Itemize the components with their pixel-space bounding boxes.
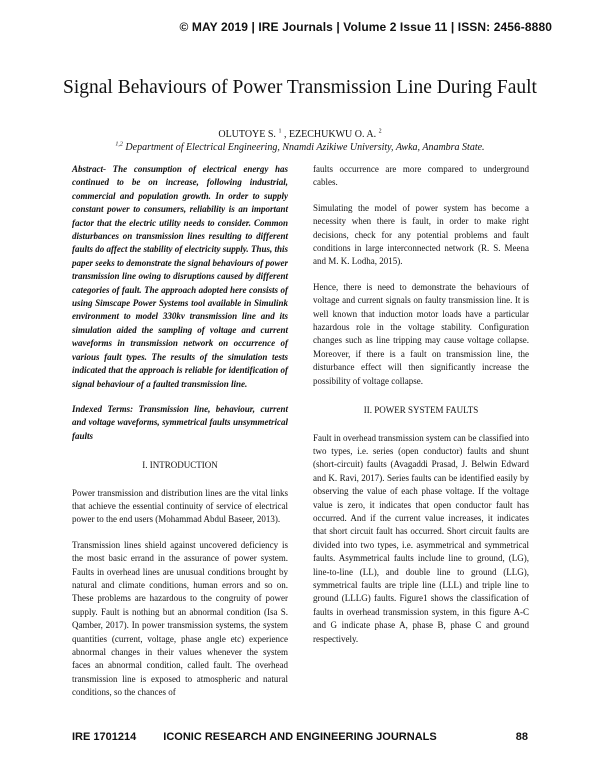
- footer-page-number: 88: [515, 731, 528, 743]
- intro-paragraph-1: Power transmission and distribution lines are the vital links that achieve the essential continuity of service of electrical power to the end users (Mohammad Abdul Baseer, 2013).: [72, 487, 288, 525]
- author-1: OLUTOYE S.: [218, 129, 276, 140]
- paper-title: Signal Behaviours of Power Transmission Line During Fault: [63, 77, 537, 98]
- author-line: [60, 128, 540, 141]
- paragraph-faults: Fault in overhead transmission system can be classified into two types, i.e. series (open conductor) faults and shunt (short-circuit) faults (Avagaddi Prasad, J. Belwin Edward and K. Ravi, 2017). Series faults can be identified easily by observing the value of each phase voltage. If the voltage value is zero, it indicates that open conductor fault has occurred. And if the current value increases, it indicates that short circuit fault has occurred. Short circuit faults are divided into two types, i.e. asymmetrical and symmetrical faults. Asymmetrical faults include line to ground, (LG), line-to-line (LL), and double line to ground (LLG), symmetrical faults are triple line (LLL) and triple line to ground (LLLG) faults. Figure1 shows the classification of faults in overhead transmission system, in this figure A-C and G indicate phase A, phase B, phase C and ground respectively.: [313, 432, 529, 644]
- author-1-sup: 1: [278, 128, 282, 135]
- footer-journal-name: ICONIC RESEARCH AND ENGINEERING JOURNALS: [163, 731, 437, 743]
- section-heading-power-system-faults: II. POWER SYSTEM FAULTS: [363, 405, 479, 416]
- index-terms: Indexed Terms: Transmission line, behaviour, current and voltage waveforms, symmetrical faults unsymmetrical faults: [72, 403, 288, 441]
- right-column: [313, 163, 529, 658]
- affiliation: [60, 141, 540, 154]
- paragraph-hence: Hence, there is need to demonstrate the behaviours of voltage and current signals on faulty transmission line. It is well known that induction motor loads have a particular hazardous role in the voltage stability. Configuration changes such as line tripping may cause voltage collapse. Moreover, if there is a fault on transmission line, the disturbance effect will then significantly increase the possibility of voltage collapse.: [313, 281, 529, 386]
- affiliation-sup: 1,2: [115, 141, 123, 148]
- author-2-sup: 2: [378, 128, 382, 135]
- paragraph-continuation: faults occurrence are more compared to underground cables.: [313, 164, 529, 188]
- affiliation-text: Department of Electrical Engineering, Nnamdi Azikiwe University, Awka, Anambra State.: [125, 142, 485, 153]
- author-2: , EZECHUKWU O. A.: [283, 129, 377, 140]
- section-heading-introduction: I. INTRODUCTION: [142, 460, 218, 471]
- left-column: [72, 163, 288, 712]
- intro-paragraph-2: Transmission lines shield against uncovered deficiency is the most basic errand in the assurance of power system. Faults in overhead lines are unusual conditions brought by natural and climate conditions, human errors and so on. These problems are hazardous to the congruity of power supply. Fault is nothing but an abnormal condition (Isa S. Qamber, 2017). In power transmission systems, the system quantities (current, voltage, phase angle etc) experience abnormal changes in their values whenever the system faces an abnormal condition, called fault. The overhead transmission line is exposed to atmospheric and natural conditions, so the chances of: [72, 539, 288, 698]
- abstract: Abstract- The consumption of electrical energy has continued to be on increase, following industrial, commercial and population growth. In order to supply constant power to consumers, reliability is an important factor that the electric utility needs to consider. Common disturbances on transmission lines resulting to different faults do affect the stability of electricity supply. Thus, this paper seeks to demonstrate the signal behaviours of power transmission line owing to disruptions caused by different categories of fault. The approach adopted here consists of using Simscape Power Systems tool available in Simulink environment to model 330kv transmission line and its simulation aided the sampling of voltage and current waveforms in transmission network on occurrence of various fault types. The results of the simulation tests indicated that the approach is reliable for identification of signal behaviour of a faulted transmission line.: [72, 164, 289, 389]
- footer-paper-id: IRE 1701214: [72, 731, 137, 743]
- paragraph-simulating: Simulating the model of power system has become a necessity when there is fault, in order to make right decisions, check for any potential problems and fault conditions in large interconnected network (R. S. Meena and M. K. Lodha, 2015).: [313, 202, 529, 267]
- journal-header: © MAY 2019 | IRE Journals | Volume 2 Issue 11 | ISSN: 2456-8880: [179, 20, 552, 34]
